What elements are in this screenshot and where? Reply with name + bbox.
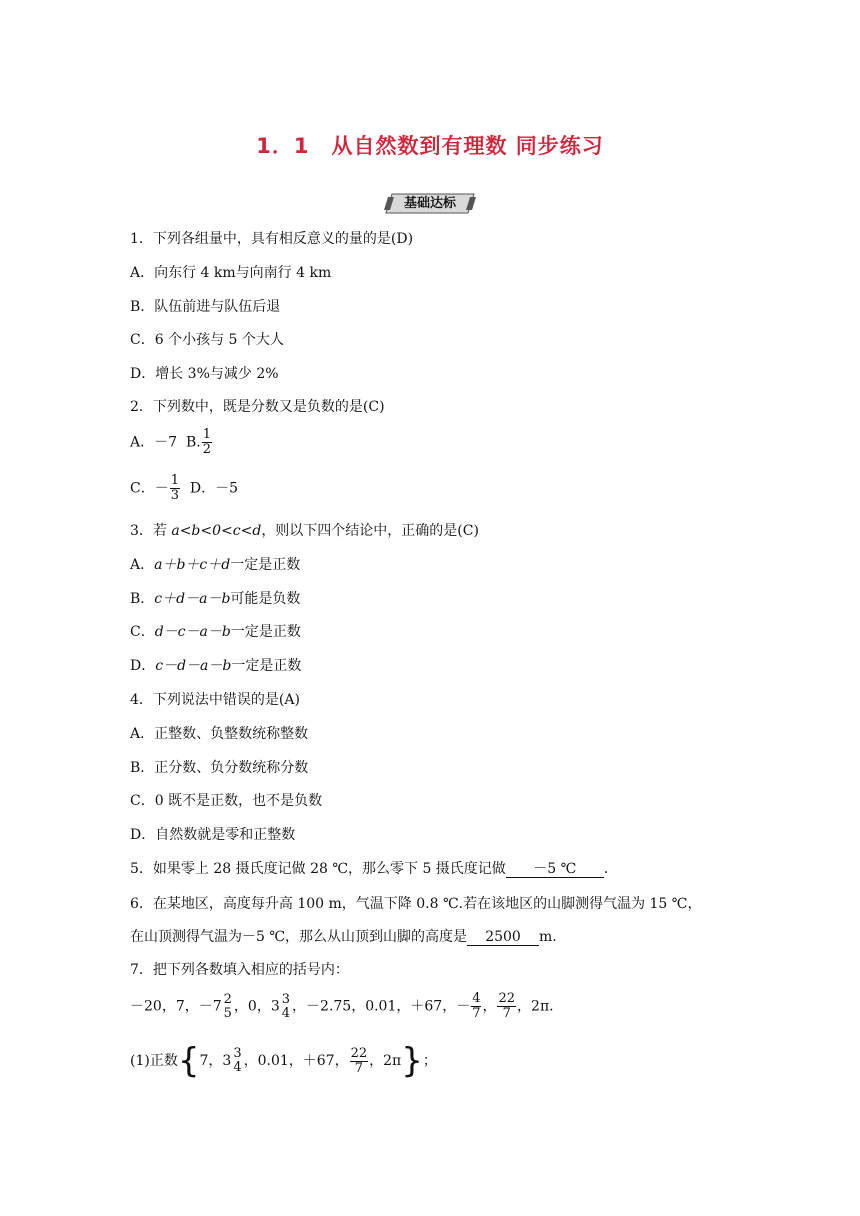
right-brace-icon: } (401, 1041, 423, 1081)
q3-option-d: D．c－d－a－b一定是正数 (130, 658, 302, 674)
q2-options-ab (130, 428, 213, 457)
q3-option-b: B．c＋d－a－b可能是负数 (130, 591, 301, 607)
q2-stem: 2．下列数中，既是分数又是负数的是(C) (130, 399, 385, 415)
q7-stem: 7．把下列各数填入相应的括号内： (130, 962, 349, 978)
q2-option-c-label: C．－ (130, 480, 169, 497)
q6-line2: 在山顶测得气温为－5 ℃，那么从山顶到山脚的高度是 2500 m. (130, 929, 557, 945)
q7-sub1-fraction-22-7: $\frac{22}{7}$ (350, 1045, 368, 1076)
q5-answer-blank: －5 ℃ (506, 861, 604, 878)
q3-stem: 3．若 a<b<0<c<d，则以下四个结论中，正确的是(C) (130, 523, 479, 539)
q3-option-a: A．a＋b＋c＋d一定是正数 (130, 557, 301, 573)
q1-option-d: D．增长 3%与减少 2% (130, 366, 279, 382)
q1-option-c: C．6 个小孩与 5 个大人 (130, 332, 284, 348)
q2-options-cd (130, 474, 238, 503)
q3-option-c: C．d－c－a－b一定是正数 (130, 624, 301, 640)
q3-condition: a<b<0<c<d (171, 523, 262, 539)
q7-sub1-fraction-3-4: 3 4 (233, 1046, 242, 1075)
q2-option-a: A．－7 (130, 434, 178, 451)
q4-stem: 4．下列说法中错误的是(A) (130, 692, 300, 708)
q1-option-a: A．向东行 4 km与向南行 4 km (130, 265, 332, 281)
q7-fraction-2-5: 2 5 (223, 991, 232, 1021)
q7-fraction-4-7: $\frac{4}{7}$ (472, 991, 481, 1021)
q7-sub1: (1)正数{7，3 3 4 ，0.01，＋67， $\frac{22}{7}$ ，2π}； (130, 1041, 437, 1081)
q4-option-c: C．0 既不是正数，也不是负数 (130, 793, 323, 809)
left-brace-icon: { (177, 1041, 200, 1081)
q7-number-list: －20，7，－7 2 5 ，0，3 3 4 ，－2.75，0.01，＋67，－ $\frac{4}{7}$ ， $\frac{22}{7}$ ，2π． (130, 991, 564, 1021)
q2-option-b-label: B. (185, 434, 201, 451)
q1-option-b: B．队伍前进与队伍后退 (130, 299, 281, 315)
q4-option-b: B．正分数、负分数统称分数 (130, 760, 309, 776)
q4-option-a: A．正整数、负整数统称整数 (130, 726, 309, 742)
q1-stem: 1．下列各组量中，具有相反意义的量的是(D) (130, 231, 414, 247)
q2-option-b-fraction: $\frac{1}{2}$ (202, 427, 211, 457)
section-badge (384, 193, 476, 214)
q4-option-d: D．自然数就是零和正整数 (130, 827, 296, 843)
q7-fraction-3-4: 3 4 (281, 991, 291, 1021)
section-badge-label: 基础达标 (403, 196, 456, 211)
q2-option-d: D．－5 (189, 480, 239, 497)
q6-answer-blank: 2500 (467, 929, 539, 946)
q2-option-c-fraction: $\frac{1}{3}$ (170, 473, 179, 503)
q6-line1: 6．在某地区，高度每升高 100 m，气温下降 0.8 ℃.若在该地区的山脚测得气温为 15 ℃， (130, 896, 702, 912)
q5: 5．如果零上 28 摄氏度记做 28 ℃，那么零下 5 摄氏度记做 －5 ℃ ． (130, 861, 618, 877)
q7-fraction-22-7: $\frac{22}{7}$ (498, 991, 516, 1021)
page-title: 1．1 从自然数到有理数 同步练习 (256, 134, 604, 158)
